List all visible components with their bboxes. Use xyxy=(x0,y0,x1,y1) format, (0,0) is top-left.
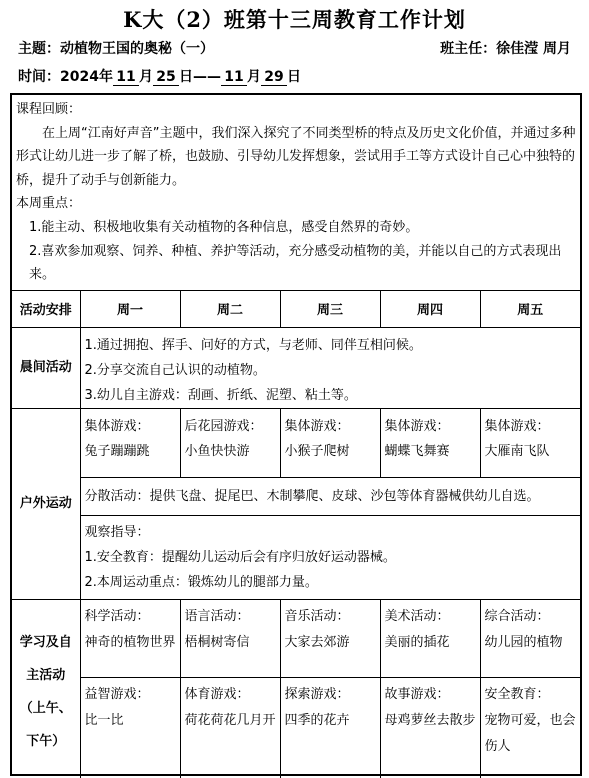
study-thu-2 xyxy=(380,677,480,778)
course-review xyxy=(12,95,580,291)
game-name: 兔子蹦蹦跳 xyxy=(84,443,150,459)
game-type: 集体游戏： xyxy=(384,418,450,434)
day-header-wed: 周三 xyxy=(280,291,380,327)
study-row-2 xyxy=(12,677,580,778)
study-fri-2 xyxy=(480,677,580,778)
activity-name: 荷花荷花几月开 xyxy=(184,712,276,728)
game-name: 小猴子爬树 xyxy=(284,443,350,459)
start-day: 25 xyxy=(153,69,179,86)
study-tue-2 xyxy=(180,677,280,778)
teacher-line xyxy=(440,38,571,58)
activity-type: 故事游戏： xyxy=(384,686,450,702)
game-name: 蝴蝶飞舞赛 xyxy=(384,443,450,459)
morning-item: 3.幼儿自主游戏：刮画、折纸、泥塑、粘土等。 xyxy=(84,387,357,403)
outdoor-game-thu xyxy=(380,408,480,477)
study-wed-2 xyxy=(280,677,380,778)
activity-name: 大家去郊游 xyxy=(284,634,350,650)
start-month: 11 xyxy=(113,69,139,86)
study-label-line: 下午） xyxy=(26,733,66,749)
activity-name: 宠物可爱，也会伤人 xyxy=(484,712,576,754)
schedule-table xyxy=(12,291,580,778)
plan-frame xyxy=(10,93,582,776)
study-fri-1 xyxy=(480,599,580,677)
review-text: 在上周“江南好声音”主题中，我们深入探究了不同类型桥的特点及历史文化价值，并通过多种形式让幼儿进一步了解了桥，也鼓励、引导幼儿发挥想象，尝试用手工等方式设计自己心中独特的桥，提升了动手与创新能力。 xyxy=(16,125,576,188)
study-label xyxy=(12,599,80,778)
activity-name: 梧桐树寄信 xyxy=(184,634,250,650)
year: 2024 xyxy=(60,69,99,85)
outdoor-game-mon xyxy=(80,408,180,477)
study-row-1 xyxy=(12,599,580,677)
day-header-tue: 周二 xyxy=(180,291,280,327)
focus-item: 2.喜欢参加观察、饲养、种植、养护等活动，充分感受动植物的美，并能以自己的方式表现出来。 xyxy=(29,243,562,283)
outdoor-game-tue xyxy=(180,408,280,477)
activity-name: 神奇的植物世界 xyxy=(84,634,176,650)
morning-item: 2.分享交流自己认识的动植物。 xyxy=(84,362,266,378)
page-title: K大（2）班第十三周教育工作计划 xyxy=(123,7,466,32)
outdoor-label: 户外运动 xyxy=(12,408,80,599)
game-type: 集体游戏： xyxy=(484,418,550,434)
date-dash: —— xyxy=(192,69,221,85)
morning-row xyxy=(12,327,580,408)
activity-type: 语言活动： xyxy=(184,608,250,624)
day-header-fri: 周五 xyxy=(480,291,580,327)
guide-item: 2.本周运动重点：锻炼幼儿的腿部力量。 xyxy=(84,574,318,590)
activity-name: 美丽的插花 xyxy=(384,634,450,650)
year-unit: 年 xyxy=(98,69,113,85)
end-month: 11 xyxy=(221,69,247,86)
teacher-label: 班主任： xyxy=(440,41,497,57)
study-mon-2 xyxy=(80,677,180,778)
morning-label: 晨间活动 xyxy=(12,327,80,408)
morning-content xyxy=(80,327,580,408)
activity-type: 美术活动： xyxy=(384,608,450,624)
game-name: 小鱼快快游 xyxy=(184,443,250,459)
end-month-unit: 月 xyxy=(246,69,261,85)
game-type: 后花园游戏： xyxy=(184,418,263,434)
study-label-line: 主活动 xyxy=(26,667,66,683)
focus-item: 1.能主动、积极地收集有关动植物的各种信息，感受自然界的奇妙。 xyxy=(29,219,419,235)
game-name: 大雁南飞队 xyxy=(484,443,550,459)
outdoor-game-fri xyxy=(480,408,580,477)
observation-guide xyxy=(80,515,580,599)
activity-type: 安全教育： xyxy=(484,686,550,702)
activity-type: 探索游戏： xyxy=(284,686,350,702)
activity-type: 综合活动： xyxy=(484,608,550,624)
outdoor-game-wed xyxy=(280,408,380,477)
study-mon-1 xyxy=(80,599,180,677)
activity-type: 益智游戏： xyxy=(84,686,150,702)
activity-type: 体育游戏： xyxy=(184,686,250,702)
study-thu-1 xyxy=(380,599,480,677)
end-day: 29 xyxy=(261,69,287,86)
outdoor-scattered-row xyxy=(12,477,580,515)
outdoor-games-row xyxy=(12,408,580,477)
activity-name: 母鸡萝丝去散步 xyxy=(384,712,476,728)
study-tue-1 xyxy=(180,599,280,677)
time-label: 时间： xyxy=(18,69,60,85)
review-title: 课程回顾： xyxy=(16,102,82,117)
table-header-row xyxy=(12,291,580,327)
day-header-mon: 周一 xyxy=(80,291,180,327)
theme-label: 主题： xyxy=(18,41,60,57)
morning-item: 1.通过拥抱、挥手、问好的方式，与老师、同伴互相问候。 xyxy=(84,337,422,353)
scattered-activity: 分散活动：提供飞盘、捉尾巴、木制攀爬、皮球、沙包等体育器械供幼儿自选。 xyxy=(80,477,580,515)
study-wed-1 xyxy=(280,599,380,677)
study-label-line: 学习及自 xyxy=(19,634,72,650)
activity-type: 科学活动： xyxy=(84,608,150,624)
focus-title: 本周重点： xyxy=(16,196,82,212)
theme-value: 动植物王国的奥秘（一） xyxy=(60,41,214,57)
activity-header: 活动安排 xyxy=(12,291,80,327)
activity-type: 音乐活动： xyxy=(284,608,350,624)
theme-line xyxy=(18,38,214,58)
start-day-unit: 日 xyxy=(178,69,193,85)
outdoor-guide-row xyxy=(12,515,580,599)
teacher-names: 徐佳滢 周月 xyxy=(496,41,571,57)
day-header-thu: 周四 xyxy=(380,291,480,327)
end-day-unit: 日 xyxy=(286,69,301,85)
game-type: 集体游戏： xyxy=(84,418,150,434)
start-month-unit: 月 xyxy=(138,69,153,85)
guide-title: 观察指导： xyxy=(84,524,150,540)
activity-name: 四季的花卉 xyxy=(284,712,350,728)
study-label-line: （上午、 xyxy=(19,700,72,716)
activity-name: 幼儿园的植物 xyxy=(484,634,563,650)
game-type: 集体游戏： xyxy=(284,418,350,434)
guide-item: 1.安全教育：提醒幼儿运动后会有序归放好运动器械。 xyxy=(84,549,396,565)
activity-name: 比一比 xyxy=(84,712,124,728)
time-line xyxy=(18,66,301,86)
